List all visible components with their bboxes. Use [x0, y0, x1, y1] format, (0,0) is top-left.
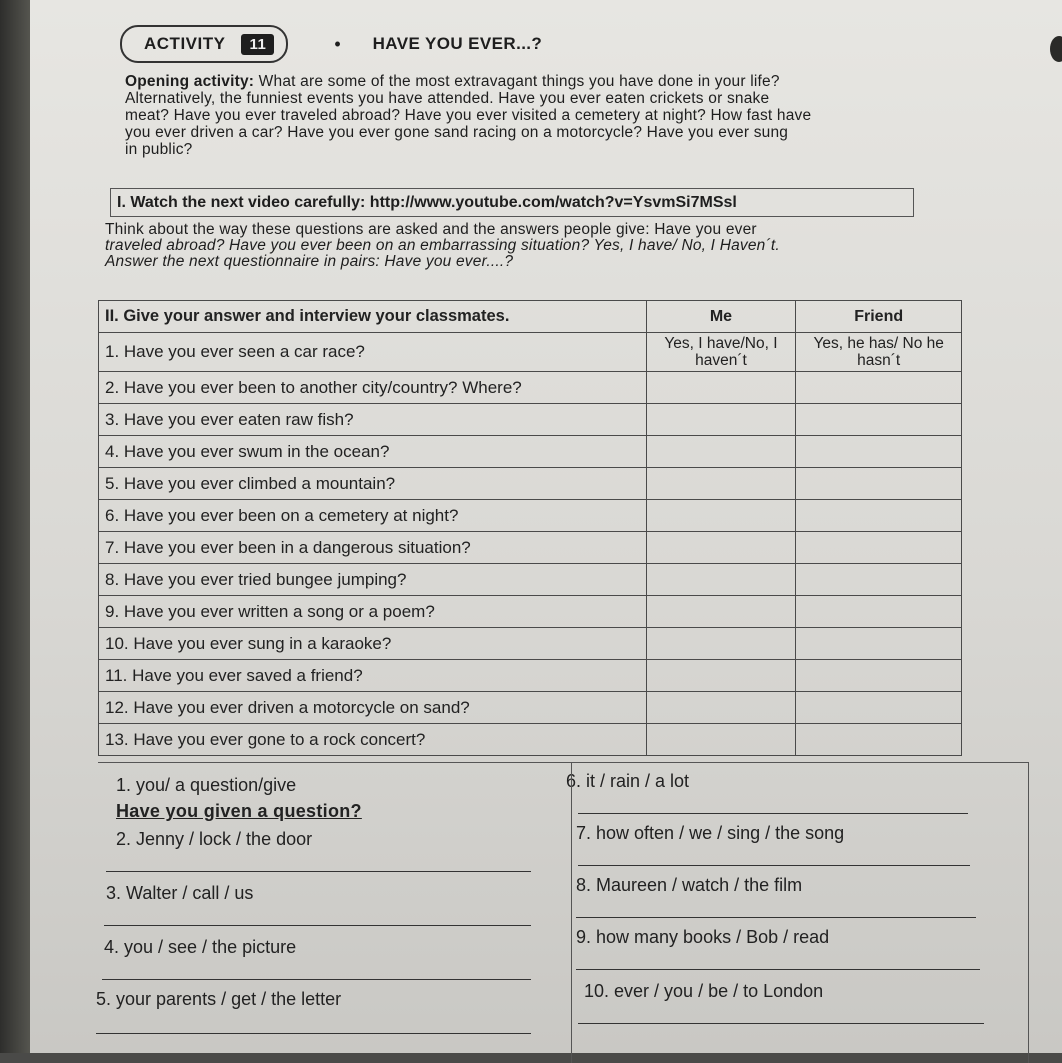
answer-blank-9[interactable] [576, 969, 980, 970]
answer-me-cell[interactable] [646, 532, 796, 564]
question-cell: 3. Have you ever eaten raw fish? [99, 404, 647, 436]
answer-friend-cell[interactable] [796, 500, 962, 532]
answer-friend-cell[interactable] [796, 564, 962, 596]
question-cell: 11. Have you ever saved a friend? [99, 660, 647, 692]
question-cell: 10. Have you ever sung in a karaoke? [99, 628, 647, 660]
question-cell: 2. Have you ever been to another city/country? Where? [99, 372, 647, 404]
exercise-prompt-2: 2. Jenny / lock / the door [116, 829, 313, 849]
answer-blank-6[interactable] [578, 813, 968, 814]
intro-line-3: meat? Have you ever traveled abroad? Have you ever visited a cemetery at night? How fast have [125, 107, 812, 124]
intro-line-4: you ever driven a car? Have you ever gone sand racing on a motorcycle? Have you ever sung [125, 124, 789, 141]
question-cell: 6. Have you ever been on a cemetery at night? [99, 500, 647, 532]
answer-me-cell[interactable] [646, 436, 796, 468]
answer-me-cell[interactable] [646, 660, 796, 692]
opening-activity-paragraph [125, 73, 897, 158]
answer-friend-cell[interactable] [796, 660, 962, 692]
exercise-example-answer: Have you given a question? [116, 801, 362, 821]
table-row [99, 404, 962, 436]
answer-friend-cell[interactable] [796, 596, 962, 628]
question-cell: 12. Have you ever driven a motorcycle on sand? [99, 692, 647, 724]
questionnaire-table [98, 300, 962, 756]
watch-video-instruction [110, 188, 914, 217]
answer-blank-7[interactable] [578, 865, 970, 866]
example-answer-me: Yes, I have/No, I haven´t [646, 333, 796, 372]
think-paragraph [105, 222, 925, 270]
question-cell: 4. Have you ever swum in the ocean? [99, 436, 647, 468]
table-row [99, 333, 962, 372]
exercise-prompt-9: 9. how many books / Bob / read [576, 927, 830, 947]
answer-me-cell[interactable] [646, 724, 796, 756]
answer-blank-10[interactable] [578, 1023, 984, 1024]
table-header-row [99, 301, 962, 333]
bullet-dot: • [334, 33, 341, 54]
answer-blank-5[interactable] [96, 1033, 531, 1034]
example-answer-friend: Yes, he has/ No he hasn´t [796, 333, 962, 372]
answer-friend-cell[interactable] [796, 724, 962, 756]
exercise-prompt-7: 7. how often / we / sing / the song [576, 823, 845, 843]
question-cell: 9. Have you ever written a song or a poem? [99, 596, 647, 628]
table-row [99, 628, 962, 660]
answer-blank-8[interactable] [576, 917, 976, 918]
activity-number: 11 [241, 34, 274, 55]
activity-title: HAVE YOU EVER...? [372, 34, 543, 53]
answer-friend-cell[interactable] [796, 692, 962, 724]
left-shadow [0, 0, 30, 1053]
answer-me-cell[interactable] [646, 564, 796, 596]
table-row [99, 532, 962, 564]
answer-friend-cell[interactable] [796, 372, 962, 404]
question-cell: 8. Have you ever tried bungee jumping? [99, 564, 647, 596]
exercise-prompt-3: 3. Walter / call / us [106, 883, 254, 903]
question-cell: 7. Have you ever been in a dangerous situation? [99, 532, 647, 564]
opening-activity-lead: Opening activity: [125, 73, 255, 90]
think-line-1: Think about the way these questions are asked and the answers people give: Have you ever [105, 221, 757, 238]
question-cell: 13. Have you ever gone to a rock concert? [99, 724, 647, 756]
answer-blank-3[interactable] [104, 925, 531, 926]
table-row [99, 692, 962, 724]
answer-friend-cell[interactable] [796, 404, 962, 436]
answer-me-cell[interactable] [646, 372, 796, 404]
exercise-prompt-6: 6. it / rain / a lot [566, 771, 690, 791]
intro-line-2: Alternatively, the funniest events you have attended. Have you ever eaten crickets or snake [125, 90, 770, 107]
table-row [99, 436, 962, 468]
exercise-column-divider [571, 763, 572, 1063]
answer-me-cell[interactable] [646, 500, 796, 532]
exercise-prompt-10: 10. ever / you / be / to London [584, 981, 824, 1001]
answer-friend-cell[interactable] [796, 628, 962, 660]
answer-friend-cell[interactable] [796, 532, 962, 564]
intro-line-1: What are some of the most extravagant things you have done in your life? [254, 73, 780, 90]
watch-video-text: I. Watch the next video carefully: http://www.youtube.com/watch?v=YsvmSi7MSsl [117, 193, 737, 211]
answer-me-cell[interactable] [646, 596, 796, 628]
answer-friend-cell[interactable] [796, 436, 962, 468]
table-row [99, 500, 962, 532]
exercise-prompt-4: 4. you / see / the picture [104, 937, 297, 957]
think-line-3: Answer the next questionnaire in pairs: Have you ever....? [105, 253, 514, 270]
answer-me-cell[interactable] [646, 692, 796, 724]
intro-line-5: in public? [125, 141, 193, 158]
answer-blank-2[interactable] [106, 871, 531, 872]
question-cell: 5. Have you ever climbed a mountain? [99, 468, 647, 500]
table-row [99, 596, 962, 628]
present-perfect-exercise [98, 762, 1029, 1063]
table-row [99, 564, 962, 596]
activity-badge [120, 25, 288, 63]
column-friend-header: Friend [796, 301, 962, 333]
question-cell: 1. Have you ever seen a car race? [99, 333, 647, 372]
table-row [99, 724, 962, 756]
exercise-prompt-8: 8. Maureen / watch / the film [576, 875, 803, 895]
column-me-header: Me [646, 301, 796, 333]
answer-me-cell[interactable] [646, 628, 796, 660]
punch-hole [1050, 36, 1062, 62]
table-heading: II. Give your answer and interview your classmates. [99, 301, 647, 333]
answer-blank-4[interactable] [102, 979, 531, 980]
table-row [99, 372, 962, 404]
think-line-2: traveled abroad? Have you ever been on an embarrassing situation? Yes, I have/ No, I Haven´t. [105, 237, 780, 254]
activity-label: ACTIVITY [144, 34, 226, 53]
exercise-prompt-1: 1. you/ a question/give [116, 775, 297, 795]
table-row [99, 660, 962, 692]
answer-me-cell[interactable] [646, 468, 796, 500]
table-row [99, 468, 962, 500]
answer-friend-cell[interactable] [796, 468, 962, 500]
answer-me-cell[interactable] [646, 404, 796, 436]
exercise-prompt-5: 5. your parents / get / the letter [96, 989, 342, 1009]
activity-header [120, 26, 542, 62]
